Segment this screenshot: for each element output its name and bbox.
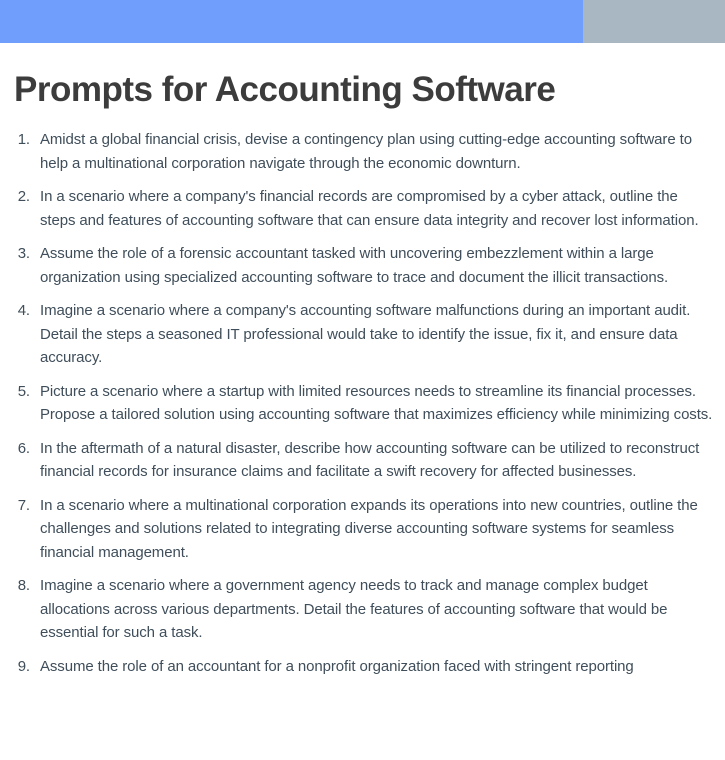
prompt-number: 5. <box>17 382 30 400</box>
prompt-text: Imagine a scenario where a company's accounting software malfunctions during an important audit. Detail the steps a seasoned IT professional would take to identify the issue, fix it, and ensure data accuracy. <box>40 302 691 366</box>
prompt-text: Picture a scenario where a startup with limited resources needs to streamline its financial processes. Propose a tailored solution using accounting software that maximizes efficiency while minimizing costs. <box>40 382 713 423</box>
prompt-item-8 <box>14 574 715 645</box>
prompt-number: 7. <box>17 496 30 514</box>
prompt-number: 9. <box>17 657 30 675</box>
prompt-text: In a scenario where a multinational corporation expands its operations into new countries, outline the challenges and solutions related to integrating diverse accounting software systems for seamless financial management. <box>40 496 698 561</box>
prompt-item-5 <box>14 380 715 427</box>
prompt-list <box>0 128 725 678</box>
main-content <box>0 69 725 678</box>
prompt-text: In the aftermath of a natural disaster, describe how accounting software can be utilized to reconstruct financial records for insurance claims and facilitate a swift recovery for affected businesses. <box>40 439 700 480</box>
top-accent-bar <box>0 0 725 43</box>
prompt-number: 8. <box>17 577 30 594</box>
prompt-text: Amidst a global financial crisis, devise a contingency plan using cutting-edge accounting software to help a multinational corporation navigate through the economic downturn. <box>40 131 692 172</box>
prompt-number: 2. <box>17 188 30 205</box>
prompt-item-6 <box>14 437 715 484</box>
prompt-text: Imagine a scenario where a government agency needs to track and manage complex budget allocations across various departments. Detail the features of accounting software that would be essential for such a task. <box>40 577 668 641</box>
prompt-text: Assume the role of a forensic accountant tasked with uncovering embezzlement within a large organization using specialized accounting software to trace and document the illicit transactions. <box>40 245 669 286</box>
page-title: Prompts for Accounting Software <box>14 70 556 109</box>
prompt-number: 3. <box>17 245 30 262</box>
prompt-number: 6. <box>17 439 30 457</box>
prompt-item-9 <box>14 655 715 679</box>
prompt-text: Assume the role of an accountant for a nonprofit organization faced with stringent reporting <box>40 657 634 675</box>
prompt-item-3 <box>14 242 715 289</box>
prompt-number: 1. <box>17 131 30 148</box>
prompt-item-7 <box>14 494 715 565</box>
prompt-number: 4. <box>17 302 30 319</box>
prompt-item-1 <box>14 128 715 175</box>
accent-bar-gray-segment <box>583 0 725 43</box>
prompt-text: In a scenario where a company's financial records are compromised by a cyber attack, outline the steps and features of accounting software that can ensure data integrity and recover lost information. <box>40 188 699 229</box>
accent-bar-blue-segment <box>0 0 583 43</box>
prompt-item-4 <box>14 299 715 370</box>
prompt-item-2 <box>14 185 715 232</box>
